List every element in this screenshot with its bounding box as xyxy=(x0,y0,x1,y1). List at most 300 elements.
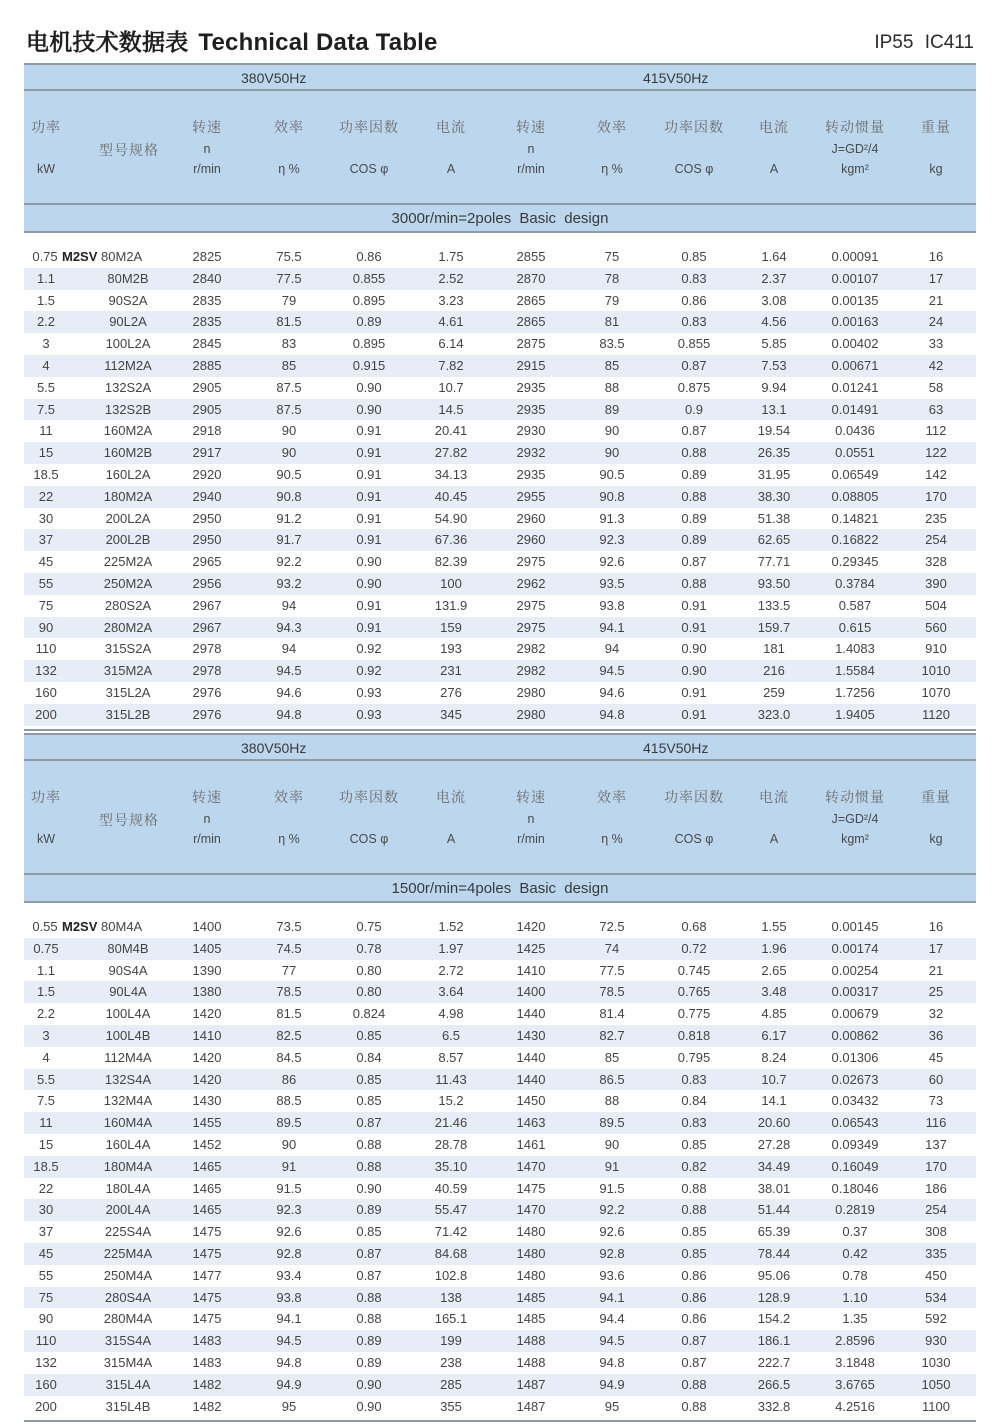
cell-inertia: 3.1848 xyxy=(835,1354,875,1370)
cell-inertia: 0.615 xyxy=(838,619,872,635)
cell-efficiency-415: 81 xyxy=(604,314,620,330)
cell-inertia: 1.7256 xyxy=(835,684,875,700)
cell-speed-380: 1405 xyxy=(192,940,222,956)
cell-speed-380: 1465 xyxy=(192,1202,222,1218)
cell-power-factor-415: 0.89 xyxy=(681,466,707,482)
cell-model: 160M2B xyxy=(103,445,153,461)
cell-model: 315L2B xyxy=(105,706,151,722)
cell-speed-380: 2835 xyxy=(192,314,222,330)
cell-speed-415: 1487 xyxy=(516,1398,546,1414)
cell-speed-380: 2976 xyxy=(192,706,222,722)
cell-power-factor-415: 0.83 xyxy=(681,270,707,286)
cell-weight: 42 xyxy=(928,357,944,373)
cell-power-factor-380: 0.91 xyxy=(356,488,382,504)
cell-efficiency-380: 92.6 xyxy=(276,1224,302,1240)
cell-power-factor-415: 0.9 xyxy=(684,401,704,417)
cell-speed-415: 2855 xyxy=(516,249,546,264)
cell-current-380: 3.23 xyxy=(438,292,464,308)
cell-model: 90L2A xyxy=(109,314,147,330)
cell-power-factor-380: 0.91 xyxy=(356,423,382,439)
cell-power-factor-380: 0.88 xyxy=(356,1158,382,1174)
cell-speed-415: 2960 xyxy=(516,510,546,526)
cell-current-415: 95.06 xyxy=(757,1267,791,1283)
cell-efficiency-415: 95 xyxy=(604,1398,620,1414)
cell-power-factor-415: 0.855 xyxy=(677,336,711,352)
cell-model: 315S4A xyxy=(104,1333,152,1349)
cell-current-415: 128.9 xyxy=(757,1289,791,1305)
table-row xyxy=(24,1352,976,1374)
table-row xyxy=(24,704,976,726)
cell-speed-415: 1488 xyxy=(516,1333,546,1349)
cell-speed-415: 2962 xyxy=(516,575,546,591)
cell-speed-415: 2960 xyxy=(516,532,546,548)
cell-inertia: 0.03432 xyxy=(831,1093,879,1109)
table-row xyxy=(24,311,976,333)
cell-speed-415: 1440 xyxy=(516,1049,546,1065)
design-header-row: 3000r/min=2poles Basic design xyxy=(24,203,976,233)
table-row xyxy=(24,1003,976,1025)
cell-current-380: 54.90 xyxy=(434,510,468,526)
cell-model: 90S4A xyxy=(108,962,148,978)
cell-power-factor-380: 0.90 xyxy=(356,1376,382,1392)
cell-speed-380: 2905 xyxy=(192,379,222,395)
cell-power-factor-380: 0.90 xyxy=(356,1398,382,1414)
cell-efficiency-415: 72.5 xyxy=(599,919,625,934)
cell-power-factor-380: 0.87 xyxy=(356,1245,382,1261)
table-row xyxy=(24,399,976,421)
cell-power-factor-415: 0.875 xyxy=(677,379,711,395)
cell-efficiency-415: 89 xyxy=(604,401,620,417)
cell-power-factor-415: 0.91 xyxy=(681,684,707,700)
cell-efficiency-415: 92.6 xyxy=(599,1224,625,1240)
cell-power: 132 xyxy=(35,1354,57,1370)
cell-power-factor-415: 0.85 xyxy=(681,249,707,264)
cell-efficiency-380: 91.5 xyxy=(276,1180,302,1196)
cell-speed-380: 1452 xyxy=(192,1136,222,1152)
cell-current-380: 6.14 xyxy=(438,336,464,352)
cell-inertia: 0.00163 xyxy=(831,314,879,330)
cell-power-factor-415: 0.85 xyxy=(681,1224,707,1240)
cell-power: 3 xyxy=(42,336,50,352)
cell-inertia: 0.00862 xyxy=(831,1027,879,1043)
cell-weight: 254 xyxy=(925,1202,947,1218)
cell-speed-380: 1380 xyxy=(192,984,222,1000)
cell-current-415: 34.49 xyxy=(757,1158,791,1174)
table-row xyxy=(24,355,976,377)
cell-speed-380: 2950 xyxy=(192,532,222,548)
cell-inertia: 0.00145 xyxy=(831,919,879,934)
cell-power-factor-380: 0.85 xyxy=(356,1071,382,1087)
cell-weight: 24 xyxy=(928,314,944,330)
cell-efficiency-380: 81.5 xyxy=(276,314,302,330)
cell-model: 90S2A xyxy=(108,292,148,308)
cell-speed-380: 1482 xyxy=(192,1398,222,1414)
cell-inertia: 0.3784 xyxy=(835,575,875,591)
cell-power-factor-380: 0.90 xyxy=(356,379,382,395)
cell-model: 100L4A xyxy=(105,1006,151,1022)
cell-power-factor-415: 0.89 xyxy=(681,510,707,526)
cell-power: 75 xyxy=(38,1289,54,1305)
table-row xyxy=(24,1134,976,1156)
cell-current-380: 1.52 xyxy=(438,919,464,934)
cell-inertia: 0.01241 xyxy=(831,379,879,395)
cell-current-415: 4.56 xyxy=(761,314,787,330)
cell-current-415: 31.95 xyxy=(757,466,791,482)
cell-power-factor-380: 0.85 xyxy=(356,1224,382,1240)
cell-current-415: 133.5 xyxy=(757,597,791,613)
cell-efficiency-415: 91 xyxy=(604,1158,620,1174)
cell-current-380: 285 xyxy=(440,1376,462,1392)
cell-efficiency-380: 93.4 xyxy=(276,1267,302,1283)
cell-efficiency-415: 94 xyxy=(604,641,620,657)
cell-power-factor-415: 0.86 xyxy=(681,1289,707,1305)
cell-speed-380: 1475 xyxy=(192,1245,222,1261)
cell-speed-415: 2865 xyxy=(516,292,546,308)
cell-efficiency-415: 94.5 xyxy=(599,663,625,679)
cell-efficiency-380: 95 xyxy=(281,1398,297,1414)
cell-speed-415: 1410 xyxy=(516,962,546,978)
cell-current-380: 193 xyxy=(440,641,462,657)
cell-speed-415: 1440 xyxy=(516,1071,546,1087)
cell-power-factor-415: 0.83 xyxy=(681,1071,707,1087)
cell-weight: 36 xyxy=(928,1027,944,1043)
cell-model: 250M4A xyxy=(103,1267,153,1283)
technical-table-4poles xyxy=(24,733,976,1422)
cell-model: 315L4A xyxy=(105,1376,151,1392)
table-row xyxy=(24,1374,976,1396)
cell-model: 200L2B xyxy=(105,532,151,548)
cell-weight: 17 xyxy=(928,940,944,956)
cell-power-factor-415: 0.88 xyxy=(681,488,707,504)
cell-power: 2.2 xyxy=(36,1006,56,1022)
table-bottom-rule xyxy=(24,729,976,731)
cell-inertia: 0.00402 xyxy=(831,336,879,352)
cell-current-380: 14.5 xyxy=(438,401,464,417)
cell-power-factor-380: 0.88 xyxy=(356,1136,382,1152)
cell-weight: 186 xyxy=(925,1180,947,1196)
cell-power-factor-380: 0.87 xyxy=(356,1267,382,1283)
cell-speed-380: 2825 xyxy=(192,249,222,264)
cell-inertia: 0.06543 xyxy=(831,1115,879,1131)
cell-speed-380: 1420 xyxy=(192,1071,222,1087)
cell-efficiency-380: 78.5 xyxy=(276,984,302,1000)
cell-weight: 25 xyxy=(928,984,944,1000)
cell-inertia: 1.10 xyxy=(842,1289,868,1305)
cell-inertia: 0.14821 xyxy=(831,510,879,526)
cell-current-380: 276 xyxy=(440,684,462,700)
cell-current-380: 67.36 xyxy=(434,532,468,548)
cell-weight: 560 xyxy=(925,619,947,635)
cell-speed-380: 1475 xyxy=(192,1224,222,1240)
cell-weight: 910 xyxy=(925,641,947,657)
cell-efficiency-415: 90 xyxy=(604,445,620,461)
cell-speed-380: 1477 xyxy=(192,1267,222,1283)
cell-current-380: 1.75 xyxy=(438,249,464,264)
cell-current-415: 38.30 xyxy=(757,488,791,504)
cell-efficiency-415: 74 xyxy=(604,940,620,956)
cell-efficiency-380: 90 xyxy=(281,423,297,439)
cell-speed-380: 1390 xyxy=(192,962,222,978)
cell-current-415: 13.1 xyxy=(761,401,787,417)
cell-power-factor-380: 0.824 xyxy=(352,1006,386,1022)
cell-power-factor-415: 0.68 xyxy=(681,919,707,934)
technical-table-2poles xyxy=(24,63,976,731)
cell-speed-415: 1480 xyxy=(516,1267,546,1283)
cell-efficiency-415: 94.9 xyxy=(599,1376,625,1392)
cell-current-380: 159 xyxy=(440,619,462,635)
cell-efficiency-380: 90.8 xyxy=(276,488,302,504)
cell-speed-415: 1488 xyxy=(516,1354,546,1370)
cell-speed-415: 1463 xyxy=(516,1115,546,1131)
table-row xyxy=(24,1025,976,1047)
cell-power-factor-415: 0.85 xyxy=(681,1136,707,1152)
cell-power-factor-415: 0.86 xyxy=(681,1267,707,1283)
cell-power-factor-415: 0.775 xyxy=(677,1006,711,1022)
cell-current-380: 10.7 xyxy=(438,379,464,395)
table-row xyxy=(24,682,976,704)
cell-current-415: 7.53 xyxy=(761,357,787,373)
cell-model: 280M2A xyxy=(103,619,153,635)
cell-weight: 45 xyxy=(928,1049,944,1065)
cell-speed-415: 2975 xyxy=(516,554,546,570)
cell-power: 3 xyxy=(42,1027,50,1043)
voltage-415-label: 415V50Hz xyxy=(643,740,709,756)
cell-current-380: 11.43 xyxy=(435,1071,467,1087)
cell-model: 132M4A xyxy=(103,1093,153,1109)
cell-efficiency-415: 90 xyxy=(604,1136,620,1152)
cell-efficiency-415: 78 xyxy=(604,270,620,286)
cell-current-415: 27.28 xyxy=(757,1136,791,1152)
cell-power-factor-415: 0.88 xyxy=(681,1202,707,1218)
cell-efficiency-415: 75 xyxy=(604,249,620,264)
cell-power-factor-380: 0.85 xyxy=(356,1027,382,1043)
cell-speed-380: 1465 xyxy=(192,1158,222,1174)
cell-efficiency-380: 91.2 xyxy=(276,510,302,526)
design-header-row: 1500r/min=4poles Basic design xyxy=(24,873,976,903)
cell-model: 112M4A xyxy=(104,1049,152,1065)
cell-power: 0.55 xyxy=(32,919,58,934)
cell-power-factor-380: 0.84 xyxy=(356,1049,382,1065)
cell-efficiency-415: 93.5 xyxy=(599,575,625,591)
cell-power: 4 xyxy=(42,1049,50,1065)
cell-power: 110 xyxy=(35,641,57,657)
cell-speed-380: 2978 xyxy=(192,663,222,679)
cell-current-380: 21.46 xyxy=(434,1115,468,1131)
cell-power: 90 xyxy=(38,619,54,635)
cell-speed-380: 2920 xyxy=(192,466,222,482)
cell-speed-380: 2956 xyxy=(192,575,222,591)
cell-current-380: 165.1 xyxy=(434,1311,468,1327)
cell-speed-415: 1485 xyxy=(516,1311,546,1327)
page-title xyxy=(26,24,438,57)
cell-model: 112M2A xyxy=(104,357,152,373)
cell-speed-380: 1420 xyxy=(192,1049,222,1065)
cell-inertia: 3.6765 xyxy=(835,1376,875,1392)
cell-power-factor-380: 0.895 xyxy=(352,336,386,352)
voltage-header-row xyxy=(24,63,976,91)
cell-inertia: 0.18046 xyxy=(831,1180,879,1196)
cell-power-factor-415: 0.87 xyxy=(681,423,707,439)
cell-speed-380: 2885 xyxy=(192,357,222,373)
cell-inertia: 0.00091 xyxy=(831,249,879,264)
cell-weight: 32 xyxy=(928,1006,944,1022)
cell-speed-415: 2935 xyxy=(516,379,546,395)
cell-weight: 33 xyxy=(928,336,944,352)
cell-power-factor-415: 0.85 xyxy=(681,1245,707,1261)
table-row xyxy=(24,981,976,1003)
cell-speed-380: 1475 xyxy=(192,1289,222,1305)
cell-current-380: 84.68 xyxy=(434,1245,468,1261)
cell-power-factor-415: 0.88 xyxy=(681,1180,707,1196)
cell-current-380: 2.52 xyxy=(438,270,464,286)
cell-current-415: 51.38 xyxy=(757,510,791,526)
cell-efficiency-415: 92.3 xyxy=(599,532,625,548)
cell-current-415: 19.54 xyxy=(757,423,791,439)
cell-inertia: 2.8596 xyxy=(835,1333,875,1349)
cell-current-415: 1.55 xyxy=(761,919,787,934)
cell-speed-415: 2935 xyxy=(516,401,546,417)
cell-speed-380: 1410 xyxy=(192,1027,222,1043)
cell-power-factor-380: 0.80 xyxy=(356,984,382,1000)
table-row xyxy=(24,1156,976,1178)
cell-power-factor-380: 0.86 xyxy=(356,249,382,264)
cell-efficiency-380: 90 xyxy=(281,1136,297,1152)
cell-speed-380: 2965 xyxy=(192,554,222,570)
table-row xyxy=(24,268,976,290)
cell-current-380: 231 xyxy=(440,663,462,679)
cell-current-415: 62.65 xyxy=(757,532,791,548)
cell-inertia: 0.587 xyxy=(838,597,872,613)
cell-speed-415: 2875 xyxy=(516,336,546,352)
cell-weight: 534 xyxy=(925,1289,947,1305)
cell-power-factor-380: 0.92 xyxy=(356,641,382,657)
protection-rating: IP55 IC411 xyxy=(874,32,974,53)
cell-inertia: 1.9405 xyxy=(835,706,875,722)
cell-speed-415: 1425 xyxy=(516,940,546,956)
cell-model: 280M4A xyxy=(103,1311,153,1327)
cell-efficiency-380: 94.5 xyxy=(276,1333,302,1349)
table-row xyxy=(24,916,976,938)
cell-inertia: 0.01306 xyxy=(831,1049,879,1065)
cell-speed-415: 1450 xyxy=(516,1093,546,1109)
table-row xyxy=(24,486,976,508)
cell-weight: 73 xyxy=(928,1093,944,1109)
cell-power-factor-415: 0.88 xyxy=(681,575,707,591)
cell-speed-380: 2845 xyxy=(192,336,222,352)
series-prefix: M2SV xyxy=(62,919,98,934)
cell-power-factor-380: 0.75 xyxy=(356,919,382,934)
table-row xyxy=(24,551,976,573)
table-row xyxy=(24,1178,976,1200)
table-row xyxy=(24,377,976,399)
cell-weight: 112 xyxy=(925,423,947,439)
cell-speed-415: 1487 xyxy=(516,1376,546,1392)
cell-power-factor-380: 0.90 xyxy=(356,575,382,591)
cell-current-415: 6.17 xyxy=(761,1027,787,1043)
cell-efficiency-380: 83 xyxy=(281,336,297,352)
cell-current-380: 71.42 xyxy=(434,1224,468,1240)
cell-current-380: 82.39 xyxy=(434,554,468,570)
cell-model: 180M4A xyxy=(103,1158,153,1174)
cell-inertia: 0.01491 xyxy=(831,401,879,417)
cell-current-415: 159.7 xyxy=(757,619,791,635)
cell-power-factor-415: 0.88 xyxy=(681,1376,707,1392)
table-row xyxy=(24,1090,976,1112)
table-row xyxy=(24,595,976,617)
cell-current-380: 131.9 xyxy=(434,597,468,613)
cell-inertia: 0.16049 xyxy=(831,1158,879,1174)
cell-efficiency-415: 94.4 xyxy=(599,1311,625,1327)
table-row xyxy=(24,938,976,960)
cell-efficiency-380: 94.6 xyxy=(276,684,302,700)
cell-power-factor-380: 0.88 xyxy=(356,1311,382,1327)
cell-weight: 235 xyxy=(925,510,947,526)
cell-power-factor-380: 0.91 xyxy=(356,597,382,613)
cell-weight: 450 xyxy=(925,1267,947,1283)
table-row xyxy=(24,1199,976,1221)
cell-efficiency-380: 92.3 xyxy=(276,1202,302,1218)
cell-current-380: 1.97 xyxy=(438,940,464,956)
cell-speed-380: 2978 xyxy=(192,641,222,657)
cell-power-factor-380: 0.80 xyxy=(356,962,382,978)
cell-current-415: 3.08 xyxy=(761,292,787,308)
cell-current-415: 323.0 xyxy=(757,706,791,722)
cell-power-factor-415: 0.91 xyxy=(681,706,707,722)
cell-power-factor-380: 0.89 xyxy=(356,1202,382,1218)
series-prefix: M2SV xyxy=(62,249,98,264)
cell-current-380: 55.47 xyxy=(434,1202,468,1218)
table-row xyxy=(24,1287,976,1309)
cell-speed-415: 1480 xyxy=(516,1224,546,1240)
cell-current-380: 27.82 xyxy=(434,445,468,461)
cell-efficiency-380: 94.3 xyxy=(276,619,302,635)
cell-power-factor-415: 0.91 xyxy=(681,619,707,635)
cell-current-380: 8.57 xyxy=(438,1049,464,1065)
cell-weight: 63 xyxy=(928,401,944,417)
cell-model: 250M2A xyxy=(103,575,153,591)
cell-efficiency-415: 93.6 xyxy=(599,1267,625,1283)
cell-weight: 1070 xyxy=(921,684,951,700)
cell-power-factor-415: 0.90 xyxy=(681,663,707,679)
cell-power-factor-380: 0.85 xyxy=(356,1093,382,1109)
cell-current-415: 186.1 xyxy=(757,1333,791,1349)
cell-current-415: 259 xyxy=(763,684,785,700)
cell-current-415: 65.39 xyxy=(757,1224,791,1240)
cell-power-factor-415: 0.82 xyxy=(681,1158,707,1174)
cell-speed-415: 2915 xyxy=(516,357,546,373)
cell-efficiency-415: 89.5 xyxy=(599,1115,625,1131)
cell-weight: 60 xyxy=(928,1071,944,1087)
cell-current-380: 4.61 xyxy=(438,314,464,330)
cell-speed-380: 1420 xyxy=(192,1006,222,1022)
table-row xyxy=(24,1221,976,1243)
cell-current-380: 15.2 xyxy=(438,1093,464,1109)
cell-speed-415: 2982 xyxy=(516,663,546,679)
cell-power-factor-415: 0.88 xyxy=(681,1398,707,1414)
cell-current-380: 3.64 xyxy=(438,984,464,1000)
cell-speed-415: 2930 xyxy=(516,423,546,439)
cell-speed-415: 2982 xyxy=(516,641,546,657)
cell-model: 200L2A xyxy=(105,510,151,526)
cell-model: 180M2A xyxy=(103,488,153,504)
cell-weight: 58 xyxy=(928,379,944,395)
cell-speed-380: 2976 xyxy=(192,684,222,700)
cell-speed-415: 1461 xyxy=(516,1136,546,1152)
cell-speed-415: 2935 xyxy=(516,466,546,482)
cell-efficiency-380: 90 xyxy=(281,445,297,461)
voltage-415-label: 415V50Hz xyxy=(643,70,709,86)
table-row xyxy=(24,660,976,682)
